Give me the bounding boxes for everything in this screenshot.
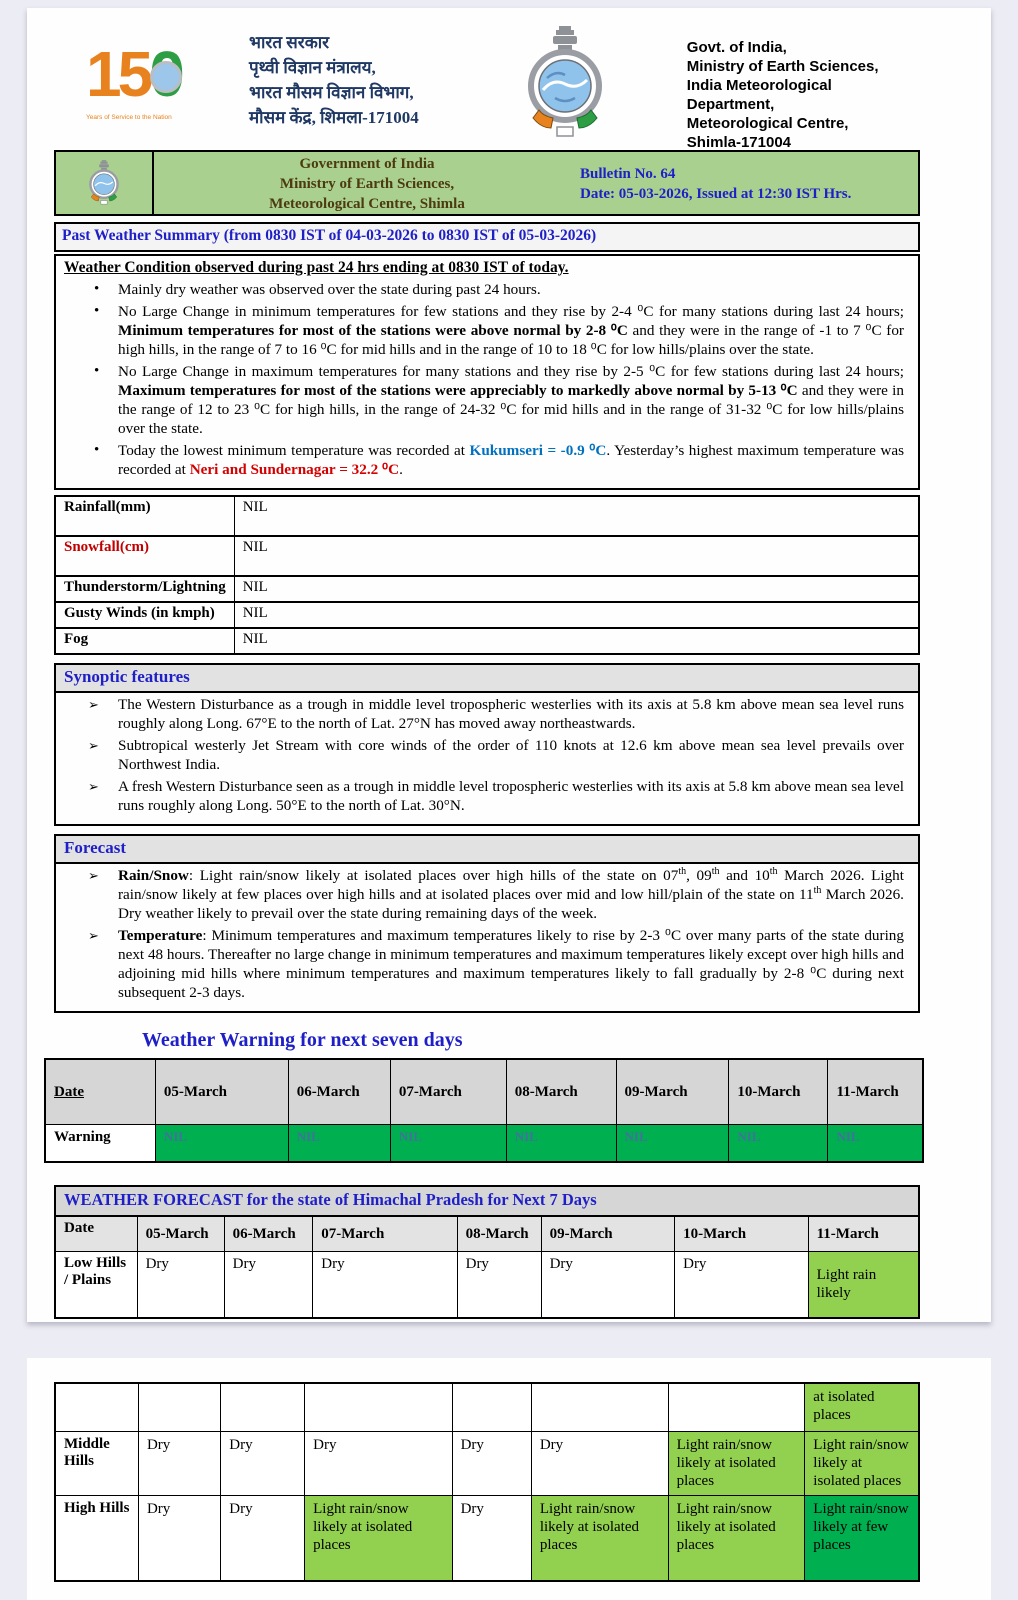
- high-hills-row: [55, 1495, 919, 1581]
- bulletin-number: Bulletin No. 64: [580, 166, 676, 182]
- forecast-cell: [138, 1383, 220, 1431]
- date-cell: 07-March: [390, 1059, 506, 1125]
- hindi-line: भारत सरकार: [249, 33, 330, 52]
- imd-150-years-logo: [86, 22, 183, 121]
- english-line: Shimla-171004: [686, 134, 792, 151]
- empty-label-cell: [55, 1383, 138, 1431]
- forecast-cell: [305, 1383, 452, 1431]
- forecast-cell: [668, 1383, 805, 1431]
- date-cell: 06-March: [288, 1059, 390, 1125]
- page-2: [27, 1358, 991, 1600]
- table-row: [55, 602, 919, 628]
- forecast-cell-rain: Light rain/snow likely at isolated places: [305, 1495, 452, 1581]
- forecast-list: [60, 866, 908, 1002]
- letterhead: [54, 22, 920, 151]
- logo-150-caption: Years of Service to the Nation: [86, 114, 172, 121]
- warning-value-cell: NIL: [506, 1125, 616, 1163]
- middle-hills-label: Middle Hills: [55, 1431, 138, 1495]
- issuing-office-block: [154, 152, 580, 214]
- globe-icon: [150, 61, 182, 93]
- weather-condition-section: [54, 254, 920, 490]
- forecast-cell-rain: Light rain/snow likely at isolated places: [668, 1431, 805, 1495]
- forecast-table-title: WEATHER FORECAST for the state of Himachal Pradesh for Next 7 Days: [55, 1186, 919, 1216]
- condition-bullet: • Today the lowest minimum temperature was recorded at Kukumseri = -0.9 ⁰C. Yesterday’s highest maximum temperature was recorded at Neri and Sundernagar = 32.2 ⁰C.: [118, 441, 904, 479]
- hindi-line: मौसम केंद्र, शिमला-171004: [249, 108, 419, 127]
- forecast-cell: Dry: [457, 1252, 541, 1318]
- date-cell: 10-March: [729, 1059, 828, 1125]
- condition-bullet: • No Large Change in maximum temperatures for many stations and they rise by 2-5 ⁰C for few stations during last 24 hours; Maximum temperatures for most of the stations were appreciably to markedly above normal by 5-13 ⁰C and they were in the range of 12 to 23 ⁰C for high hills, in the range of 24-32 ⁰C for mid hills and in the range of 31-32 ⁰C for low hills/plains over the state.: [118, 362, 904, 438]
- observations-table: [54, 495, 920, 655]
- highest-max-temp-record: Neri and Sundernagar = 32.2 ⁰C: [189, 461, 400, 478]
- weather-forecast-table: [54, 1185, 920, 1319]
- imd-emblem-icon: [56, 152, 154, 214]
- warning-value-cell: NIL: [390, 1125, 506, 1163]
- logo-150-digits: 15: [86, 38, 150, 110]
- forecast-cell: Dry: [541, 1252, 675, 1318]
- forecast-cell: [531, 1383, 668, 1431]
- date-cell: 09-March: [541, 1216, 675, 1252]
- date-cell: 11-March: [808, 1216, 919, 1252]
- date-header-cell: Date: [55, 1216, 137, 1252]
- imd-emblem-icon: [515, 22, 615, 147]
- condition-bullet: • No Large Change in minimum temperatures for few stations and they rise by 2-4 ⁰C for many stations during last 24 hours; Minimum temperatures for most of the stations were above normal by 2-8 ⁰C and they were in the range of -1 to 7 ⁰C for high hills, in the range of 7 to 16 ⁰C for mid hills and in the range of 10 to 18 ⁰C for low hills/plains over the state.: [118, 302, 904, 359]
- page-1: [27, 8, 991, 1322]
- weather-forecast-table-continued: [54, 1382, 920, 1582]
- date-cell: 11-March: [828, 1059, 923, 1125]
- date-cell: 10-March: [675, 1216, 809, 1252]
- synoptic-bullet: ➢ The Western Disturbance as a trough in middle level tropospheric westerlies with its axis at 5.8 km above mean sea level runs roughly along Long. 67°E to the north of Lat. 27°N has moved away northeastwards.: [118, 695, 904, 733]
- table-row: [55, 576, 919, 602]
- forecast-cell-rain: Light rain/snow likely at isolated places: [531, 1495, 668, 1581]
- hindi-line: पृथ्वी विज्ञान मंत्रालय,: [249, 58, 376, 77]
- warning-value-cell: NIL: [155, 1125, 288, 1163]
- gusty-winds-value: NIL: [234, 602, 919, 628]
- forecast-cell-rain: Light rain likely: [808, 1252, 919, 1318]
- forecast-cell: Dry: [313, 1252, 457, 1318]
- hindi-line: भारत मौसम विज्ञान विभाग,: [249, 83, 414, 102]
- forecast-cell-rain: at isolated places: [805, 1383, 919, 1431]
- synoptic-features-section: [54, 693, 920, 826]
- fog-label: Fog: [55, 628, 234, 654]
- condition-bullet: • Mainly dry weather was observed over the state during past 24 hours.: [118, 280, 904, 299]
- warning-value-cell: NIL: [616, 1125, 729, 1163]
- forecast-cell: Dry: [221, 1431, 305, 1495]
- low-hills-row: [55, 1252, 919, 1318]
- english-line: Ministry of Earth Sciences,: [686, 58, 879, 75]
- fog-value: NIL: [234, 628, 919, 654]
- forecast-cell: Dry: [224, 1252, 313, 1318]
- weather-warning-table: [44, 1058, 924, 1163]
- forecast-heading: Forecast: [54, 834, 920, 864]
- warning-values-row: [45, 1125, 923, 1163]
- warning-header-row: [45, 1059, 923, 1125]
- bulletin-banner: [54, 150, 920, 216]
- rainfall-value: NIL: [234, 496, 919, 536]
- table-row: [55, 496, 919, 536]
- high-hills-label: High Hills: [55, 1495, 138, 1581]
- warning-value-cell: NIL: [729, 1125, 828, 1163]
- org-line: Ministry of Earth Sciences,: [279, 176, 455, 192]
- date-cell: 09-March: [616, 1059, 729, 1125]
- english-line: Govt. of India,: [686, 39, 787, 56]
- forecast-section: [54, 864, 920, 1013]
- date-cell: 08-March: [506, 1059, 616, 1125]
- forecast-title-row: [55, 1186, 919, 1216]
- weather-condition-list: [60, 280, 908, 479]
- synoptic-bullet: ➢ Subtropical westerly Jet Stream with core winds of the order of 110 knots at 12.6 km above mean sea level prevails over Northwest India.: [118, 736, 904, 774]
- forecast-cell-rain: Light rain/snow likely at isolated places: [668, 1495, 805, 1581]
- bulletin-meta-block: [580, 152, 918, 214]
- synoptic-list: [60, 695, 908, 815]
- english-address-block: [687, 22, 920, 152]
- forecast-cell-rain: Light rain/snow likely at isolated places: [805, 1431, 919, 1495]
- rainfall-label: Rainfall(mm): [55, 496, 234, 536]
- synoptic-bullet: ➢ A fresh Western Disturbance seen as a trough in middle level tropospheric westerlies with its axis at 5.8 km above mean sea level runs roughly along Long. 50°E to the north of Lat. 30°N.: [118, 777, 904, 815]
- middle-hills-row: [55, 1431, 919, 1495]
- forecast-cell: Dry: [221, 1495, 305, 1581]
- table-row: [55, 628, 919, 654]
- org-line: Government of India: [299, 156, 435, 172]
- gusty-winds-label: Gusty Winds (in kmph): [55, 602, 234, 628]
- past-weather-summary-title: Past Weather Summary (from 0830 IST of 04-03-2026 to 0830 IST of 05-03-2026): [54, 222, 920, 252]
- snowfall-label: Snowfall(cm): [55, 536, 234, 576]
- forecast-cell: Dry: [137, 1252, 224, 1318]
- forecast-cell: Dry: [305, 1431, 452, 1495]
- synoptic-features-heading: Synoptic features: [54, 663, 920, 693]
- date-cell: 05-March: [137, 1216, 224, 1252]
- forecast-cell: Dry: [531, 1431, 668, 1495]
- forecast-cell: [221, 1383, 305, 1431]
- thunderstorm-value: NIL: [234, 576, 919, 602]
- forecast-cell: [452, 1383, 531, 1431]
- carryover-row: [55, 1383, 919, 1431]
- date-cell: 07-March: [313, 1216, 457, 1252]
- date-cell: 06-March: [224, 1216, 313, 1252]
- date-header-cell: Date: [45, 1059, 155, 1125]
- forecast-cell: Dry: [138, 1495, 220, 1581]
- thunderstorm-label: Thunderstorm/Lightning: [55, 576, 234, 602]
- bulletin-date: Date: 05-03-2026, Issued at 12:30 IST Hrs.: [580, 186, 852, 202]
- hindi-address-block: [249, 22, 447, 130]
- weather-condition-heading: Weather Condition observed during past 24 hrs ending at 0830 IST of today.: [64, 259, 569, 276]
- date-cell: 08-March: [457, 1216, 541, 1252]
- forecast-cell: Dry: [675, 1252, 809, 1318]
- english-line: Meteorological Centre,: [686, 115, 849, 132]
- snowfall-value: NIL: [234, 536, 919, 576]
- forecast-rain-snow-bullet: ➢ Rain/Snow: Light rain/snow likely at isolated places over high hills of the state on 07th, 09th and 10th March 2026. Light rain/snow likely at few places over high hills and at isolated places over mid and low hill/plain of the state on 11th March 2026. Dry weather likely to prevail over the state during remaining days of the week.: [118, 866, 904, 923]
- org-line: Meteorological Centre, Shimla: [269, 196, 465, 212]
- english-line: India Meteorological Department,: [686, 77, 832, 113]
- warning-row-label: Warning: [45, 1125, 155, 1163]
- date-cell: 05-March: [155, 1059, 288, 1125]
- low-hills-label: Low Hills / Plains: [55, 1252, 137, 1318]
- lowest-min-temp-record: Kukumseri = -0.9 ⁰C: [469, 442, 607, 459]
- forecast-cell: Dry: [452, 1431, 531, 1495]
- forecast-cell-rain: Light rain/snow likely at few places: [805, 1495, 919, 1581]
- forecast-temperature-bullet: ➢ Temperature: Minimum temperatures and maximum temperatures likely to rise by 2-3 ⁰C over many parts of the state during next 48 hours. Thereafter no large change in minimum temperatures and maximum temperatures likely except over high hills and adjoining mid hills where minimum temperatures and maximum temperatures likely to fall gradually by 2-8 ⁰C during next subsequent 2-3 days.: [118, 926, 904, 1002]
- warning-value-cell: NIL: [288, 1125, 390, 1163]
- warning-value-cell: NIL: [828, 1125, 923, 1163]
- table-row: [55, 536, 919, 576]
- forecast-cell: Dry: [138, 1431, 220, 1495]
- forecast-cell: Dry: [452, 1495, 531, 1581]
- weather-warning-title: Weather Warning for next seven days: [142, 1029, 463, 1051]
- forecast-header-row: [55, 1216, 919, 1252]
- logo-150-zero: [149, 38, 181, 110]
